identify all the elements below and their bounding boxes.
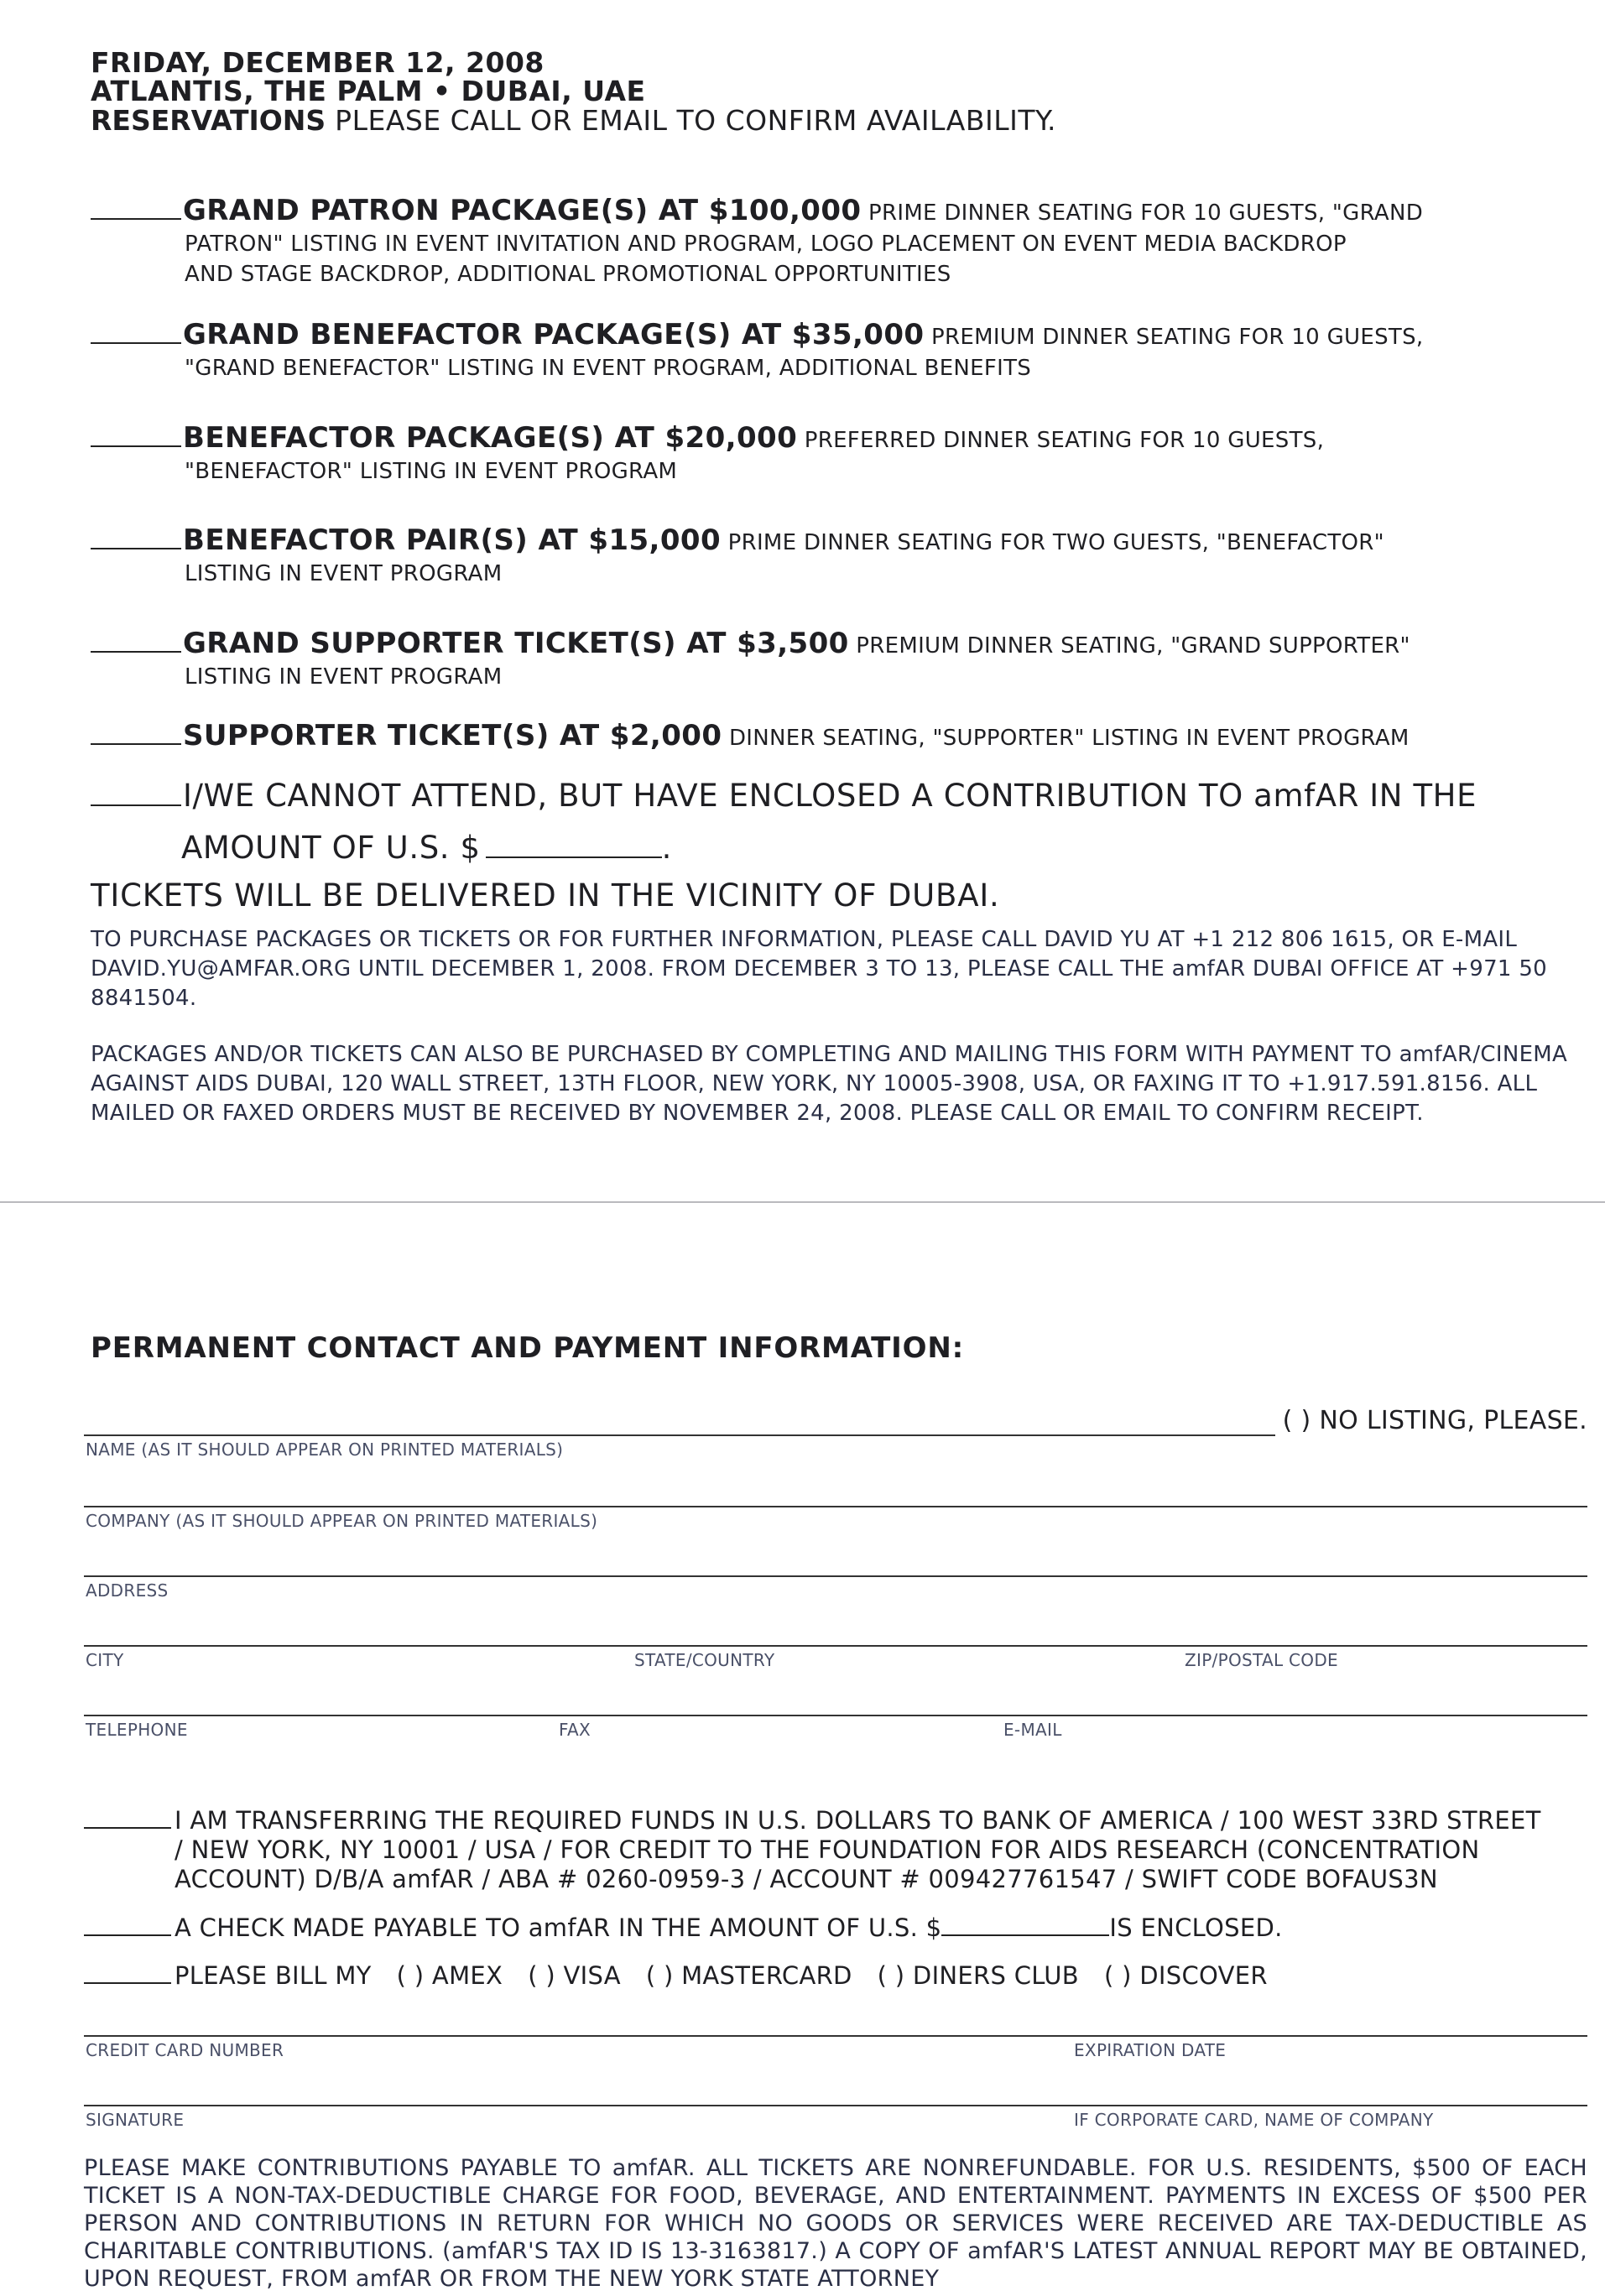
- option-desc: PREMIUM DINNER SEATING, "GRAND SUPPORTER": [848, 633, 1410, 659]
- bill-blank[interactable]: [84, 1981, 171, 1984]
- fine-print: PLEASE MAKE CONTRIBUTIONS PAYABLE TO amfAR. ALL TICKETS ARE NONREFUNDABLE. FOR U.S. RESIDENTS, $500 OF EACH TICKET IS A NON-TAX-DEDUCTIBLE CHARGE FOR FOOD, BEVERAGE, AND ENTERTAINMENT. PAYMENTS IN EXCESS OF $500 PER PERSON AND CONTRIBUTIONS IN RETURN FOR WHICH NO GOODS OR SERVICES WERE RECEIVED ARE TAX-DEDUCTIBLE AS CHARITABLE CONTRIBUTIONS. (amfAR'S TAX ID IS 13-3163817.) A COPY OF amfAR'S LATEST ANNUAL REPORT MAY BE OBTAINED, UPON REQUEST, FROM amfAR OR FROM THE NEW YORK STATE ATTORNEY: [84, 2155, 1587, 2292]
- quantity-blank[interactable]: [91, 445, 181, 447]
- contribution-line2: AMOUNT OF U.S. $: [181, 830, 481, 866]
- option-title: BENEFACTOR PAIR(S) AT $15,000: [183, 523, 722, 557]
- city-label: CITY: [86, 1650, 124, 1670]
- card-visa-option[interactable]: ( ) VISA: [528, 1961, 621, 1990]
- check-amount-blank[interactable]: [941, 1934, 1109, 1936]
- quantity-blank[interactable]: [91, 742, 181, 745]
- quantity-blank[interactable]: [91, 217, 181, 220]
- quantity-blank[interactable]: [91, 341, 181, 344]
- event-header: [91, 46, 1534, 137]
- city-state-zip-field[interactable]: [84, 1645, 1587, 1647]
- option-desc-more: "BENEFACTOR" LISTING IN EVENT PROGRAM: [185, 459, 678, 484]
- check-suffix: IS ENCLOSED.: [1109, 1913, 1283, 1942]
- telephone-label: TELEPHONE: [86, 1720, 188, 1740]
- option-benefactor-pair: [91, 524, 1584, 589]
- card-diners-club-option[interactable]: ( ) DINERS CLUB: [877, 1961, 1079, 1990]
- card-discover-option[interactable]: ( ) DISCOVER: [1104, 1961, 1268, 1990]
- option-title: BENEFACTOR PACKAGE(S) AT $20,000: [183, 421, 798, 455]
- option-grand-patron: [91, 195, 1584, 289]
- phone-fax-email-field[interactable]: [84, 1715, 1587, 1716]
- zip-label: ZIP/POSTAL CODE: [1185, 1650, 1338, 1670]
- address-field[interactable]: [84, 1575, 1587, 1577]
- quantity-blank[interactable]: [91, 547, 181, 549]
- option-desc-more: "GRAND BENEFACTOR" LISTING IN EVENT PROGRAM, ADDITIONAL BENEFITS: [185, 356, 1032, 381]
- option-contribution: [91, 770, 1584, 874]
- no-listing-option[interactable]: ( ) NO LISTING, PLEASE.: [1282, 1406, 1587, 1435]
- check-text: A CHECK MADE PAYABLE TO amfAR IN THE AMOUNT OF U.S. $: [175, 1913, 942, 1942]
- corporate-card-label: IF CORPORATE CARD, NAME OF COMPANY: [1074, 2110, 1434, 2130]
- mail-info: PACKAGES AND/OR TICKETS CAN ALSO BE PURCHASED BY COMPLETING AND MAILING THIS FORM WITH PAYMENT TO amfAR/CINEMA AGAINST AIDS DUBAI, 120 WALL STREET, 13TH FLOOR, NEW YORK, NY 10005-3908, USA, OR FAXING IT TO +1.917.591.8156. ALL MAILED OR FAXED ORDERS MUST BE RECEIVED BY NOVEMBER 24, 2008. PLEASE CALL OR EMAIL TO CONFIRM RECEIPT.: [91, 1042, 1568, 1126]
- transfer-line: / NEW YORK, NY 10001 / USA / FOR CREDIT TO THE FOUNDATION FOR AIDS RESEARCH (CONCENTRATION: [175, 1835, 1480, 1864]
- option-desc-more: PATRON" LISTING IN EVENT INVITATION AND PROGRAM, LOGO PLACEMENT ON EVENT MEDIA BACKDROP: [185, 232, 1347, 257]
- credit-card-label: CREDIT CARD NUMBER: [86, 2040, 284, 2060]
- bill-text: PLEASE BILL MY: [175, 1961, 372, 1990]
- option-benefactor-package: [91, 422, 1584, 487]
- credit-card-field[interactable]: [84, 2035, 1587, 2037]
- option-desc: DINNER SEATING, "SUPPORTER" LISTING IN EVENT PROGRAM: [722, 726, 1410, 751]
- option-title: GRAND SUPPORTER TICKET(S) AT $3,500: [183, 627, 849, 660]
- card-amex-option[interactable]: ( ) AMEX: [396, 1961, 503, 1990]
- state-label: STATE/COUNTRY: [634, 1650, 775, 1670]
- contribution-blank[interactable]: [91, 804, 181, 806]
- option-title: GRAND BENEFACTOR PACKAGE(S) AT $35,000: [183, 318, 925, 351]
- option-desc: PREFERRED DINNER SEATING FOR 10 GUESTS,: [797, 428, 1325, 453]
- quantity-blank[interactable]: [91, 650, 181, 653]
- signature-label: SIGNATURE: [86, 2110, 185, 2130]
- fax-label: FAX: [559, 1720, 591, 1740]
- contribution-line1: I/WE CANNOT ATTEND, BUT HAVE ENCLOSED A CONTRIBUTION TO amfAR IN THE: [183, 778, 1477, 814]
- address-label: ADDRESS: [86, 1580, 169, 1601]
- name-field[interactable]: [84, 1434, 1275, 1436]
- transfer-line: I AM TRANSFERRING THE REQUIRED FUNDS IN U.S. DOLLARS TO BANK OF AMERICA / 100 WEST 33RD STREET: [175, 1806, 1541, 1835]
- contact-section-title: PERMANENT CONTACT AND PAYMENT INFORMATION:: [91, 1331, 964, 1365]
- section-divider: [0, 1201, 1605, 1203]
- company-field[interactable]: [84, 1506, 1587, 1507]
- reservations-text: PLEASE CALL OR EMAIL TO CONFIRM AVAILABILITY.: [326, 104, 1056, 137]
- reservations-line: [91, 106, 1534, 136]
- option-desc-more: LISTING IN EVENT PROGRAM: [185, 664, 503, 690]
- check-blank[interactable]: [84, 1934, 171, 1936]
- option-title: GRAND PATRON PACKAGE(S) AT $100,000: [183, 194, 862, 227]
- contribution-amount-blank[interactable]: [486, 856, 662, 858]
- expiration-label: EXPIRATION DATE: [1074, 2040, 1227, 2060]
- contribution-period: .: [661, 830, 673, 866]
- transfer-blank[interactable]: [84, 1826, 171, 1829]
- event-venue: ATLANTIS, THE PALM • DUBAI, UAE: [91, 75, 646, 107]
- card-mastercard-option[interactable]: ( ) MASTERCARD: [645, 1961, 852, 1990]
- option-title: SUPPORTER TICKET(S) AT $2,000: [183, 719, 722, 752]
- delivery-note: TICKETS WILL BE DELIVERED IN THE VICINITY OF DUBAI.: [91, 877, 1000, 914]
- email-label: E-MAIL: [1003, 1720, 1062, 1740]
- option-supporter: [91, 720, 1584, 754]
- transfer-line: ACCOUNT) D/B/A amfAR / ABA # 0260-0959-3 / ACCOUNT # 009427761547 / SWIFT CODE BOFAUS3N: [175, 1865, 1438, 1893]
- payment-card-option: [84, 1961, 1594, 1991]
- option-desc: PRIME DINNER SEATING FOR TWO GUESTS, "BENEFACTOR": [721, 530, 1384, 555]
- option-desc-more: LISTING IN EVENT PROGRAM: [185, 561, 503, 586]
- event-date: FRIDAY, DECEMBER 12, 2008: [91, 46, 545, 79]
- payment-transfer-option: [84, 1806, 1594, 1894]
- option-desc: PRIME DINNER SEATING FOR 10 GUESTS, "GRAND: [861, 200, 1424, 226]
- reservations-label: RESERVATIONS: [91, 104, 326, 137]
- option-desc: PREMIUM DINNER SEATING FOR 10 GUESTS,: [924, 325, 1424, 350]
- name-label: NAME (AS IT SHOULD APPEAR ON PRINTED MATERIALS): [86, 1440, 564, 1460]
- payment-check-option: [84, 1913, 1594, 1943]
- option-grand-benefactor: [91, 319, 1584, 383]
- option-grand-supporter: [91, 627, 1584, 692]
- purchase-info: TO PURCHASE PACKAGES OR TICKETS OR FOR FURTHER INFORMATION, PLEASE CALL DAVID YU AT +1 212 806 1615, OR E-MAIL DAVID.YU@AMFAR.ORG UNTIL DECEMBER 1, 2008. FROM DECEMBER 3 TO 13, PLEASE CALL THE amfAR DUBAI OFFICE AT +971 50 8841504.: [91, 927, 1548, 1011]
- signature-field[interactable]: [84, 2105, 1587, 2106]
- company-label: COMPANY (AS IT SHOULD APPEAR ON PRINTED MATERIALS): [86, 1511, 598, 1531]
- option-desc-more: AND STAGE BACKDROP, ADDITIONAL PROMOTIONAL OPPORTUNITIES: [185, 262, 951, 287]
